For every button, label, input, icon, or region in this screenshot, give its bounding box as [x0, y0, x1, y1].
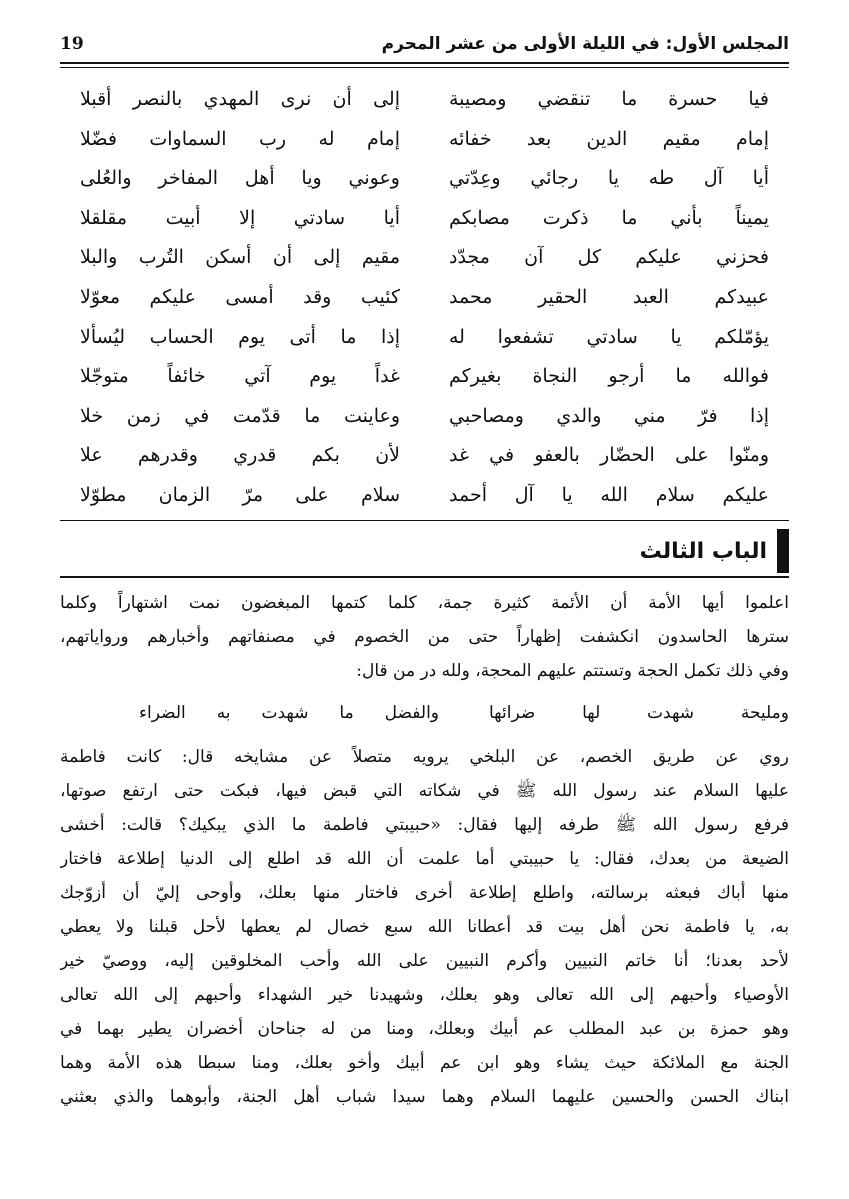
poem-first-hemistich: ومنّوا على الحضّار بالعفو في غد [449, 444, 769, 467]
poem-first-hemistich: فحزني عليكم كل آن مجدّد [449, 246, 769, 269]
intro-paragraph [60, 586, 789, 688]
text-line: عليها السلام عند رسول الله ﷺ في شكاته التي قبض فيها، فبكت حتى ارتفع صوتها، [60, 781, 789, 801]
verse-first-hemistich: ومليحة شهدت لها ضرائها [489, 703, 789, 723]
poem-first-hemistich: عليكم سلام الله يا آل أحمد [449, 483, 769, 506]
poem-verse [80, 80, 769, 120]
text-line: ابناك الحسن والحسين عليهما السلام وهما سيدا شباب أهل الجنة، وأبوهما والذي بعثني [60, 1087, 789, 1107]
poem-second-hemistich: غداً يوم آتي خائفاً متوجّلا [80, 365, 400, 388]
heading-underline [60, 576, 789, 578]
poem-verse [80, 120, 769, 160]
poem-second-hemistich: إلى أن نرى المهدي بالنصر أقبلا [80, 88, 400, 110]
poem-second-hemistich: وعاينت ما قدّمت في زمن خلا [80, 404, 400, 427]
poem-second-hemistich: إمام له رب السماوات فضّلا [80, 127, 400, 150]
quoted-verse [60, 695, 789, 731]
poem-second-hemistich: لأن بكم قدري وقدرهم علا [80, 444, 400, 467]
poem-verse [80, 357, 769, 397]
header-rule [60, 62, 789, 64]
poem-second-hemistich: مقيم إلى أن أسكن التُرب والبلا [80, 246, 400, 269]
header-rule-thin [60, 67, 789, 68]
poem-verse [80, 199, 769, 239]
poem-verse [80, 238, 769, 278]
text-line: به، يا فاطمة نحن أهل بيت قد أعطانا الله سبع خصال لم يعطها لأحل قبلنا ولا يعطي [60, 917, 789, 937]
text-line: الضيعة من بعدك، فقال: يا حبيبتي أما علمت أن الله قد اطلع إلى الدنيا إطلاعة فاختار [60, 849, 789, 869]
poem-first-hemistich: إمام مقيم الدين بعد خفائه [449, 127, 769, 150]
text-line: لأحد بعدنا؛ أنا خاتم النبيين وأكرم النبيين على الله وأحب المخلوقين إليه، ووصيّ خير [60, 951, 789, 971]
poem-second-hemistich: إذا ما أتى يوم الحساب ليُسألا [80, 325, 400, 348]
header-title: المجلس الأول: في الليلة الأولى من عشر المحرم [381, 34, 789, 54]
poem-verse [80, 476, 769, 516]
poem-second-hemistich: أيا سادتي إلا أبيت مقلقلا [80, 206, 400, 229]
text-line: اعلموا أيها الأمة أن الأئمة كثيرة جمة، كلما كتمها المبغضون نمت اشتهاراً وكلما [60, 593, 789, 613]
text-line: روي عن طريق الخصم، عن البلخي يرويه متصلاً عن مشايخه قال: كانت فاطمة [60, 747, 789, 767]
poem-first-hemistich: أيا آل طه يا رجائي وعِدّتي [449, 167, 769, 190]
poem-verse [80, 318, 769, 358]
text-line: الجنة مع الملائكة حيث يشاء وهو ابن عم أبيك وأخو بعلك، ومنا سبطا هذه الأمة وهما [60, 1053, 789, 1073]
poem-verse [80, 278, 769, 318]
poem-verse [80, 397, 769, 437]
poem-first-hemistich: يميناً بأني ما ذكرت مصابكم [449, 206, 769, 229]
text-line: وفي ذلك تكمل الحجة وتستتم عليهم المحجة، ولله در من قال: [356, 661, 789, 681]
poem-first-hemistich: عبيدكم العبد الحقير محمد [449, 285, 769, 308]
section-heading [640, 527, 789, 575]
poem-first-hemistich: إذا فرّ مني والدي ومصاحبي [449, 404, 769, 427]
poem-second-hemistich: وعوني ويا أهل المفاخر والعُلى [80, 167, 400, 190]
poem-second-hemistich: كئيب وقد أمسى عليكم معوّلا [80, 285, 400, 308]
page-number: 19 [60, 34, 84, 54]
text-line: منها أباك فبعثه برسالته، واطلع إطلاعة أخرى فاختار منها بعلك، وأوحى إليّ أن أزوّجك [60, 883, 789, 903]
text-line: الأوصياء وأحبهم إلى الله تعالى وهو بعلك، وشهيدنا خير الشهداء وأحبهم إلى الله تعالى [60, 985, 789, 1005]
text-line: فرفع رسول الله ﷺ طرفه إليها فقال: «حبيبتي فاطمة ما الذي يبكيك؟ قالت: أخشى [60, 815, 789, 835]
text-line: سترها الحاسدون انكشفت إظهاراً حتى من الخصوم في مصنفاتهم وأخبارهم ورواياتهم، [60, 627, 789, 647]
poem-verse [80, 436, 769, 476]
narration-paragraph [60, 740, 789, 1114]
poem-first-hemistich: فيا حسرة ما تنقضي ومصيبة [449, 88, 769, 110]
poem-second-hemistich: سلام على مرّ الزمان مطوّلا [80, 483, 400, 506]
section-title: الباب الثالث [639, 538, 767, 564]
heading-marker-bar [777, 529, 789, 573]
poem-verse [80, 159, 769, 199]
poem-first-hemistich: يؤمّلكم يا سادتي تشفعوا له [449, 325, 769, 348]
poem [80, 80, 769, 516]
section-divider [60, 520, 789, 521]
text-line: وهو حمزة بن عبد المطلب عم أبيك وبعلك، ومنا من له جناحان أخضران يطير بهما في [60, 1019, 789, 1039]
verse-second-hemistich: والفضل ما شهدت به الضراء [139, 703, 439, 723]
running-header [60, 28, 789, 64]
poem-first-hemistich: فوالله ما أرجو النجاة بغيركم [449, 365, 769, 388]
